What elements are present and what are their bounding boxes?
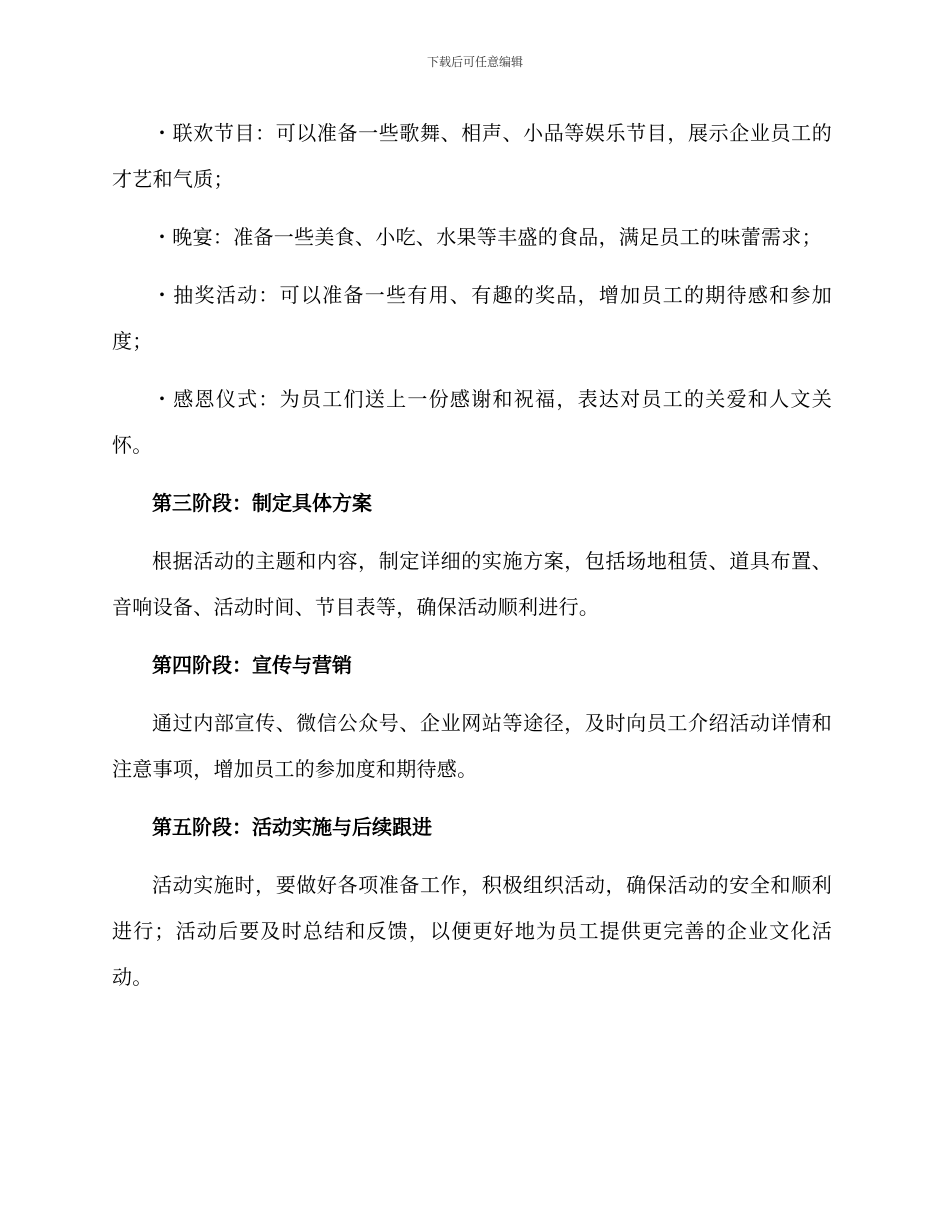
stage5-paragraph: 活动实施时，要做好各项准备工作，积极组织活动，确保活动的安全和顺利进行；活动后要及时总结和反馈，以便更好地为员工提供更完善的企业文化活动。	[112, 873, 832, 989]
stage3-paragraph: 根据活动的主题和内容，制定详细的实施方案，包括场地租赁、道具布置、音响设备、活动时间、节目表等，确保活动顺利进行。	[112, 549, 832, 619]
stage4-heading: 第四阶段：宣传与营销	[152, 653, 352, 677]
stage4-paragraph: 通过内部宣传、微信公众号、企业网站等途径，及时向员工介绍活动详情和注意事项，增加员工的参加度和期待感。	[112, 711, 832, 781]
document-body	[112, 110, 832, 1012]
page-header-note: 下载后可任意编辑	[426, 55, 523, 69]
stage5-heading: 第五阶段：活动实施与后续跟进	[152, 815, 432, 839]
stage3-heading: 第三阶段：制定具体方案	[152, 491, 372, 515]
bullet-party-program: ・联欢节目：可以准备一些歌舞、相声、小品等娱乐节目，展示企业员工的才艺和气质；	[112, 121, 832, 191]
bullet-banquet: ・晚宴：准备一些美食、小吃、水果等丰盛的食品，满足员工的味蕾需求；	[152, 225, 822, 249]
bullet-thanks-ceremony: ・感恩仪式：为员工们送上一份感谢和祝福，表达对员工的关爱和人文关怀。	[112, 387, 832, 457]
bullet-lottery: ・抽奖活动：可以准备一些有用、有趣的奖品，增加员工的期待感和参加度；	[112, 283, 832, 353]
